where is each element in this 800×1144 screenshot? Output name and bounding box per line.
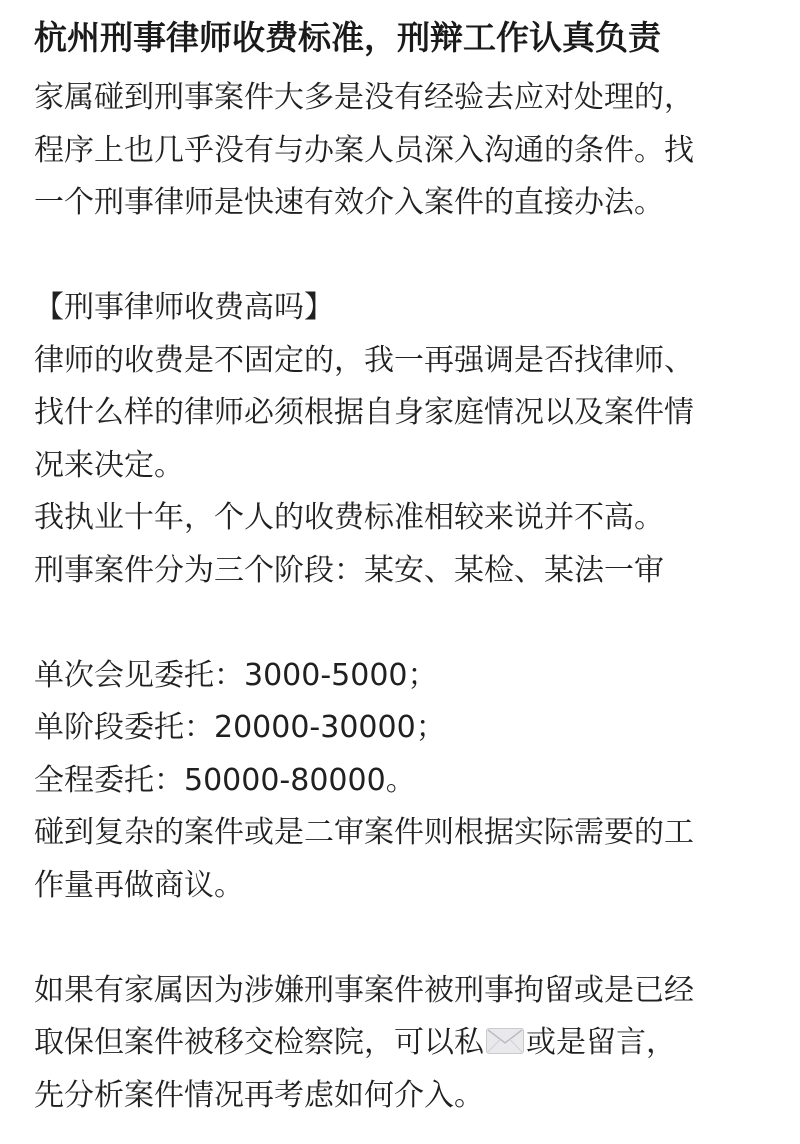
fee-note-line: 作量再做商议。	[34, 867, 244, 903]
article-body	[34, 72, 764, 1122]
article-title: 杭州刑事律师收费标准，刑辩工作认真负责	[34, 18, 661, 57]
paragraph-gap	[34, 230, 764, 283]
fee-note-line: 碰到复杂的案件或是二审案件则根据实际需要的工	[34, 815, 694, 850]
fee-item: 全程委托：50000-80000。	[34, 762, 416, 798]
section-line: 律师的收费是不固定的，我一再强调是否找律师、	[34, 342, 694, 378]
fee-item: 单次会见委托：3000-5000；	[34, 657, 438, 693]
intro-line: 家属碰到刑事案件大多是没有经验去应对处理的，	[34, 80, 694, 115]
intro-line: 程序上也几乎没有与办案人员深入沟通的条件。找	[34, 132, 694, 168]
section-line: 我执业十年，个人的收费标准相较来说并不高。	[34, 500, 664, 535]
paragraph-gap	[34, 912, 764, 965]
contact-line: 如果有家属因为涉嫌刑事案件被刑事拘留或是已经	[34, 972, 694, 1008]
intro-line: 一个刑事律师是快速有效介入案件的直接办法。	[34, 185, 664, 220]
contact-line: 先分析案件情况再考虑如何介入。	[34, 1077, 484, 1113]
section-line: 况来决定。	[34, 447, 184, 483]
section-line: 找什么样的律师必须根据自身家庭情况以及案件情	[34, 395, 694, 430]
contact-text: 取保但案件被移交检察院，可以私	[34, 1025, 484, 1060]
envelope-icon	[486, 1028, 524, 1054]
fee-item: 单阶段委托：20000-30000；	[34, 710, 446, 745]
section-line: 刑事案件分为三个阶段：某安、某检、某法一审	[34, 552, 664, 588]
section-heading: 【刑事律师收费高吗】	[34, 290, 334, 325]
paragraph-gap	[34, 597, 764, 650]
contact-line	[34, 1017, 764, 1070]
contact-text: 或是留言，	[526, 1025, 676, 1060]
